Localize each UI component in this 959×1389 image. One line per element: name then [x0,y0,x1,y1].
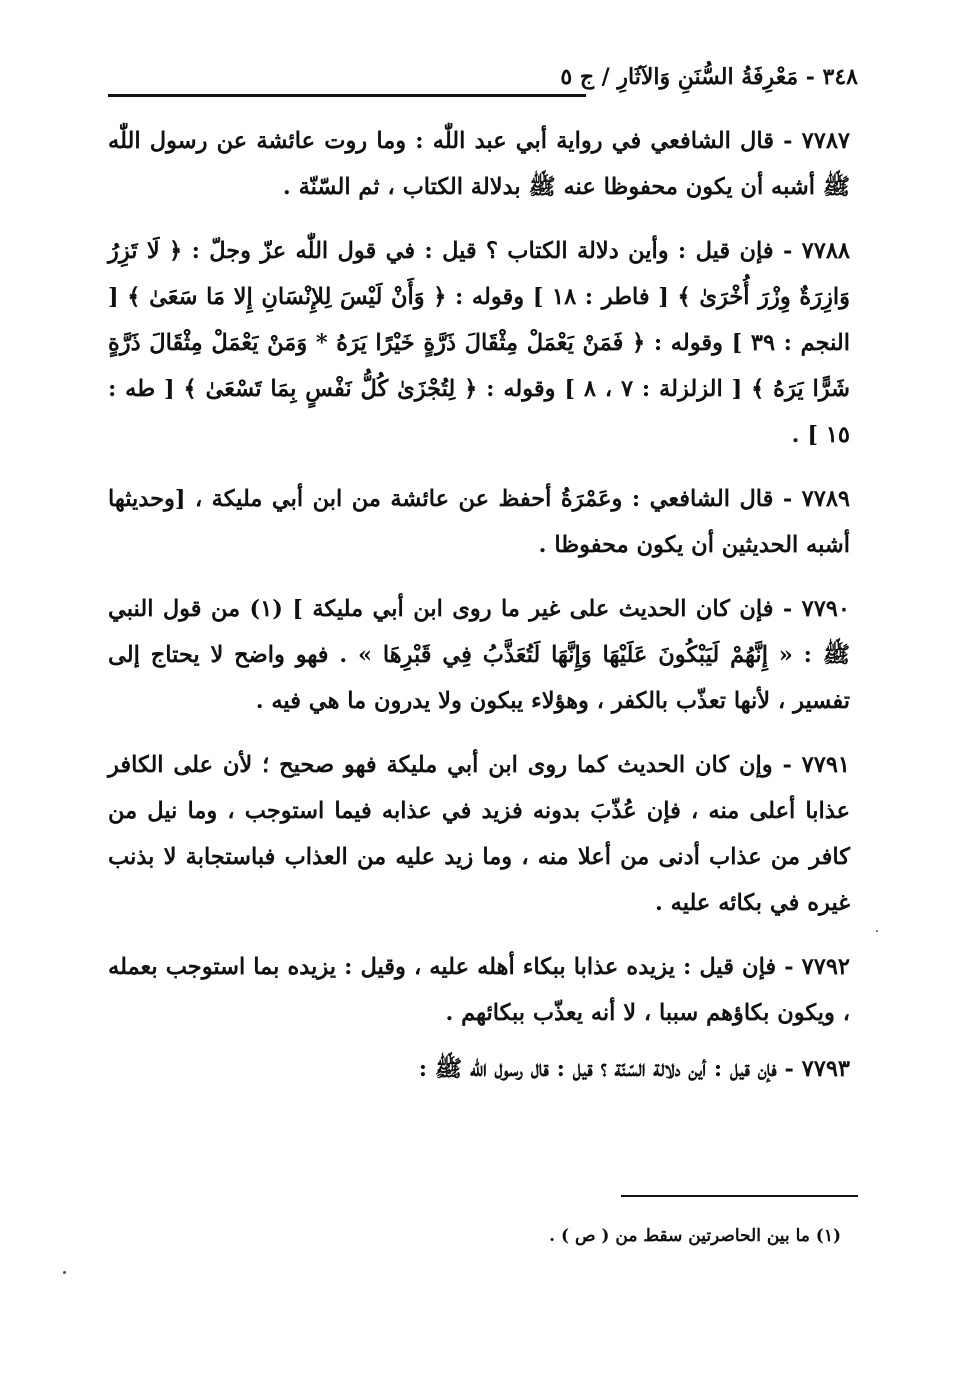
paragraph-7793: ٧٧٩٣ - فإن قيل : أين دلالة السّنّة ؟ قيل : قال رسول اللّٰه ﷺ : [418,1056,850,1082]
paragraph-7789: ٧٧٨٩ - قال الشافعي : وعَمْرَةُ أحفظ عن عائشة من ابن أبي مليكة ، [وحديثها أشبه الحديثين أن يكون محفوظا . [108,486,850,558]
scan-speck [876,930,878,932]
paragraph-7788: ٧٧٨٨ - فإن قيل : وأين دلالة الكتاب ؟ قيل : في قول اللّٰه عزّ وجلّ : ﴿ لَا تَزِرُ وَازِرَةٌ وِزْرَ أُخْرَىٰ ﴾ [ فاطر : ١٨ ] وقوله : ﴿ وَأَنْ لَيْسَ لِلإِنْسَانِ إِلا مَا سَعَىٰ ﴾ [ النجم : ٣٩ ] وقوله : ﴿ فَمَنْ يَعْمَلْ مِثْقَالَ ذَرَّةٍ خَيْرًا يَرَهُ * وَمَنْ يَعْمَلْ مِثْقَالَ ذَرَّةٍ شَرًّا يَرَهُ ﴾ [ الزلزلة : ٧ ، ٨ ] وقوله : ﴿ لِتُجْزَىٰ كُلُّ نَفْسٍ بِمَا تَسْعَىٰ ﴾ [ طه : ١٥ ] . [108,238,851,448]
main-text [108,118,850,1102]
header-rule [108,94,586,97]
page-header [108,60,858,100]
paragraph-7790: ٧٧٩٠ - فإن كان الحديث على غير ما روى ابن أبي مليكة ] (١) من قول النبي ﷺ : « إِنَّهُمْ لَيَبْكُونَ عَلَيْهَا وَإِنَّهَا لَتُعَذَّبُ فِي قَبْرِهَا » . فهو واضح لا يحتاج إلى تفسير ، لأنها تعذّب بالكفر ، وهؤلاء يبكون ولا يدرون ما هي فيه . [108,596,850,714]
footnote: (١) ما بين الحاصرتين سقط من ( ص ) . [549,1226,841,1246]
paragraph-7792: ٧٧٩٢ - فإن قيل : يزيده عذابا ببكاء أهله عليه ، وقيل : يزيده بما استوجب بعمله ، ويكون بكاؤهم سببا ، لا أنه يعذّب ببكائهم . [108,954,850,1026]
scan-speck [63,1271,66,1274]
running-title: ٣٤٨ - مَعْرِفَةُ السُّنَنِ وَالآثَارِ / ج ٥ [560,64,858,90]
paragraph-7791: ٧٧٩١ - وإن كان الحديث كما روى ابن أبي مليكة فهو صحيح ؛ لأن على الكافر عذابا أعلى منه ، فإن عُذّبَ بدونه فزيد في عذابه فيما استوجب ، وما نيل من كافر من عذاب أدنى من أعلا منه ، وما زيد عليه من العذاب فباستجابة لا بذنب غيره في بكائه عليه . [108,752,850,916]
footnote-rule [621,1195,858,1197]
paragraph-7787: ٧٧٨٧ - قال الشافعي في رواية أبي عبد اللّٰه : وما روت عائشة عن رسول اللّٰه ﷺ أشبه أن يكون محفوظا عنه ﷺ بدلالة الكتاب ، ثم السّنّة . [108,128,850,200]
